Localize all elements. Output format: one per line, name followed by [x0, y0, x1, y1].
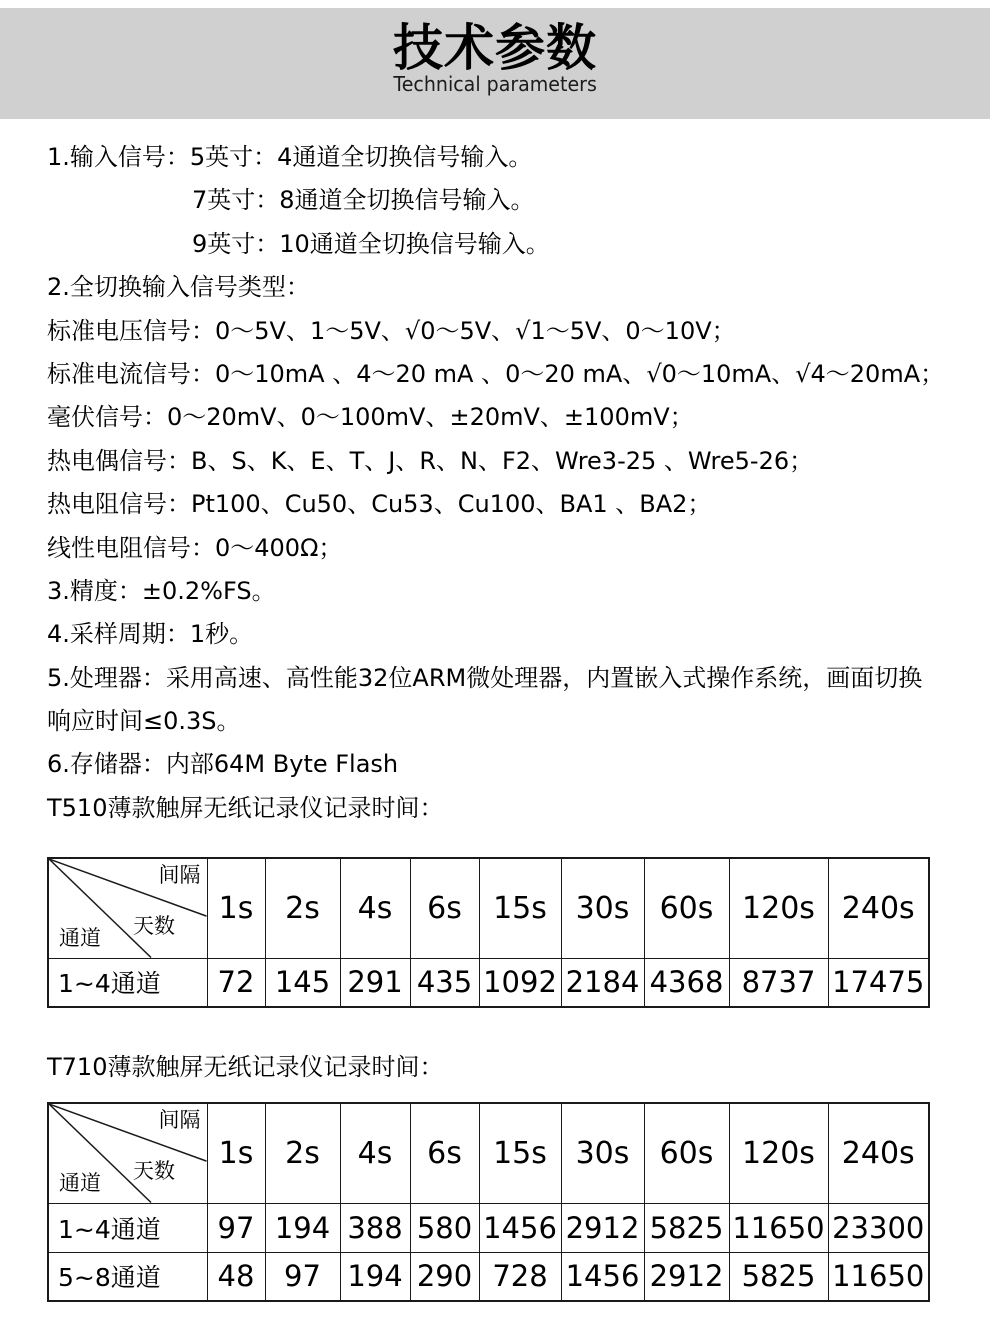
interval-header: 4s	[340, 858, 410, 958]
value-cell: 388	[340, 1203, 410, 1252]
value-cell: 1456	[561, 1252, 644, 1301]
value-cell: 580	[410, 1203, 479, 1252]
corner-cell	[48, 858, 207, 958]
channel-cell: 5~8通道	[48, 1252, 207, 1301]
spec-line-sample-period: 4.采样周期：1秒。	[47, 620, 254, 649]
table-header-row	[48, 858, 929, 958]
value-cell: 4368	[644, 958, 729, 1007]
interval-header: 60s	[644, 858, 729, 958]
value-cell: 17475	[828, 958, 929, 1007]
interval-header: 15s	[479, 858, 561, 958]
interval-header: 240s	[828, 1103, 929, 1203]
value-cell: 23300	[828, 1203, 929, 1252]
spec-line-accuracy: 3.精度：±0.2%FS。	[47, 576, 276, 605]
spec-line-storage: 6.存储器：内部64M Byte Flash	[47, 750, 399, 779]
t710-table-label: T710薄款触屏无纸记录仪记录时间：	[47, 1053, 444, 1081]
page-header	[0, 8, 990, 119]
spec-line-input-signal: 1.输入信号：5英寸：4通道全切换信号输入。	[47, 143, 533, 171]
interval-header: 60s	[644, 1103, 729, 1203]
value-cell: 8737	[729, 958, 828, 1007]
interval-header: 15s	[479, 1103, 561, 1203]
spec-line-processor: 5.处理器：采用高速、高性能32位ARM微处理器，内置嵌入式操作系统，画面切换	[47, 663, 923, 692]
spec-line-linear-resistance: 线性电阻信号：0～400Ω；	[47, 533, 343, 562]
interval-header: 6s	[410, 1103, 479, 1203]
spec-list	[47, 136, 960, 830]
value-cell: 1456	[479, 1203, 561, 1252]
interval-header: 2s	[265, 858, 340, 958]
value-cell: 2912	[644, 1252, 729, 1301]
value-cell: 48	[207, 1252, 265, 1301]
spec-line-thermocouple: 热电偶信号：B、S、K、E、T、J、R、N、F2、Wre3-25 、Wre5-26；	[47, 446, 814, 475]
value-cell: 2912	[561, 1203, 644, 1252]
page-subtitle: Technical parameters	[393, 72, 597, 96]
value-cell: 5825	[729, 1252, 828, 1301]
corner-label-channel: 通道	[59, 1170, 101, 1195]
interval-header: 4s	[340, 1103, 410, 1203]
value-cell: 11650	[828, 1252, 929, 1301]
spec-line-7inch: 7英寸：8通道全切换信号输入。	[192, 186, 535, 215]
interval-header: 240s	[828, 858, 929, 958]
spec-line-current: 标准电流信号：0～10mA 、4～20 mA 、0～20 mA、√0～10mA、√4～20mA；	[47, 359, 945, 388]
t510-record-time-table	[47, 857, 930, 1008]
value-cell: 145	[265, 958, 340, 1007]
value-cell: 2184	[561, 958, 644, 1007]
interval-header: 30s	[561, 858, 644, 958]
spec-line-millivolt: 毫伏信号：0～20mV、0～100mV、±20mV、±100mV；	[47, 403, 694, 432]
spec-line-response-time: 响应时间≤0.3S。	[47, 707, 241, 736]
table-header-row	[48, 1103, 929, 1203]
spec-line-rtd: 热电阻信号：Pt100、Cu50、Cu53、Cu100、BA1 、BA2；	[47, 490, 712, 519]
corner-label-interval: 间隔	[158, 863, 201, 887]
table-row	[48, 1252, 929, 1301]
value-cell: 291	[340, 958, 410, 1007]
t710-record-time-table	[47, 1102, 930, 1302]
t510-table-label: T510薄款触屏无纸记录仪记录时间：	[47, 793, 444, 822]
value-cell: 194	[265, 1203, 340, 1252]
value-cell: 97	[265, 1252, 340, 1301]
value-cell: 5825	[644, 1203, 729, 1252]
table-row	[48, 958, 929, 1007]
channel-cell: 1~4通道	[48, 958, 207, 1007]
t510-table	[47, 857, 930, 1008]
corner-label-interval: 间隔	[158, 1108, 201, 1132]
table-row	[48, 1203, 929, 1252]
value-cell: 728	[479, 1252, 561, 1301]
value-cell: 97	[207, 1203, 265, 1252]
interval-header: 1s	[207, 858, 265, 958]
interval-header: 120s	[729, 1103, 828, 1203]
corner-label-days: 天数	[133, 1159, 175, 1183]
spec-line-signal-types: 2.全切换输入信号类型：	[47, 273, 310, 302]
page-title: 技术参数	[393, 19, 597, 77]
value-cell: 72	[207, 958, 265, 1007]
channel-cell: 1~4通道	[48, 1203, 207, 1252]
spec-line-9inch: 9英寸：10通道全切换信号输入。	[192, 229, 550, 258]
interval-header: 30s	[561, 1103, 644, 1203]
corner-label-channel: 通道	[59, 925, 101, 950]
interval-header: 2s	[265, 1103, 340, 1203]
interval-header: 1s	[207, 1103, 265, 1203]
value-cell: 435	[410, 958, 479, 1007]
spec-line-voltage: 标准电压信号：0～5V、1～5V、√0～5V、√1～5V、0～10V；	[47, 316, 736, 345]
interval-header: 6s	[410, 858, 479, 958]
t710-table	[47, 1102, 930, 1302]
interval-header: 120s	[729, 858, 828, 958]
corner-cell	[48, 1103, 207, 1203]
value-cell: 290	[410, 1252, 479, 1301]
value-cell: 11650	[729, 1203, 828, 1252]
corner-label-days: 天数	[133, 914, 175, 938]
value-cell: 1092	[479, 958, 561, 1007]
value-cell: 194	[340, 1252, 410, 1301]
